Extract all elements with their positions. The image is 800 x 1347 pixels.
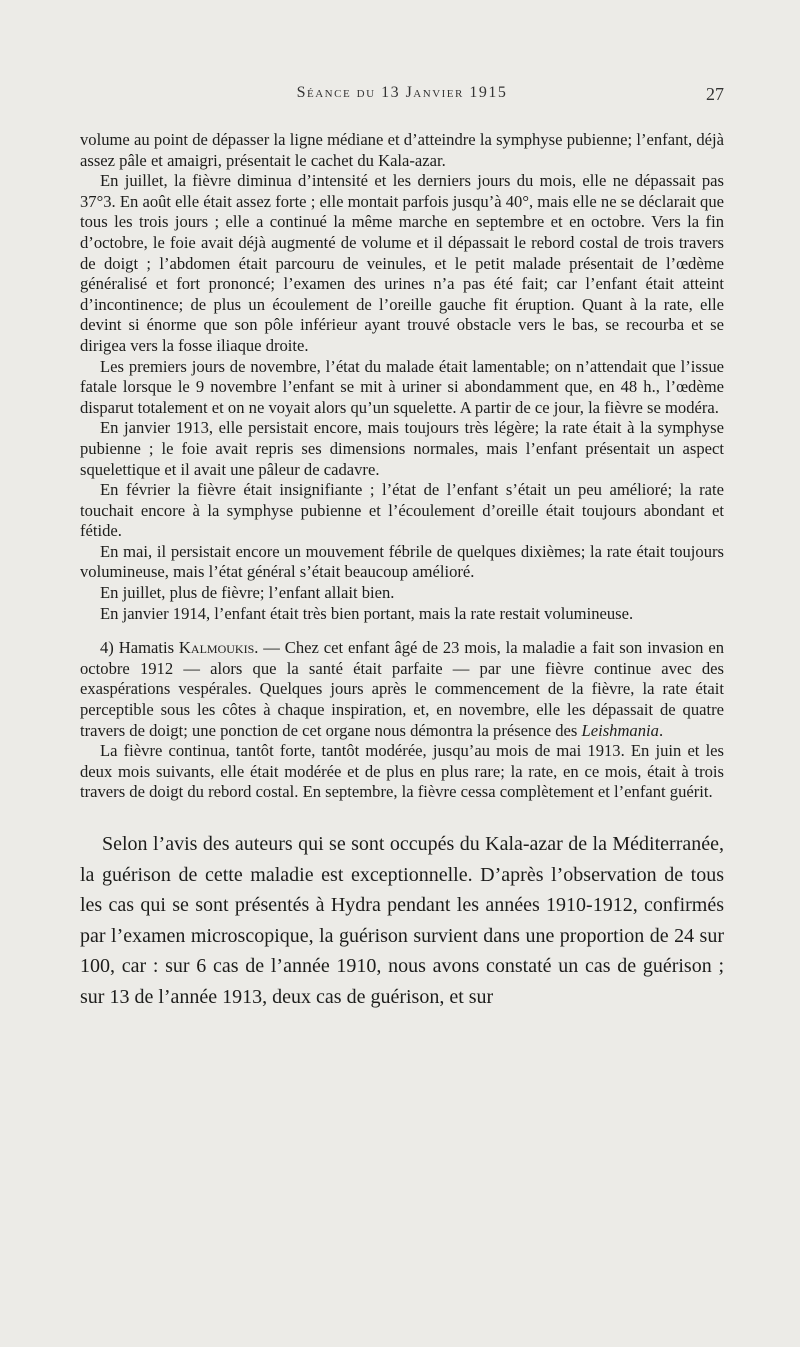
paragraph-7: En juillet, plus de fièvre; l’enfant allait bien. <box>100 583 395 603</box>
running-title: Séance du 13 Janvier 1915 <box>296 84 508 101</box>
leishmania-term: Leishmania <box>581 720 659 740</box>
paragraph-5: En février la fièvre était insignifiante ; l’état de l’enfant s’était un peu amélioré; la rate touchait encore à la symphyse pubienne et l’écoulement d’oreille était toujours abondant et fétide. <box>80 480 724 541</box>
paragraph-6: En mai, il persistait encore un mouvement fébrile de quelques dixièmes; la rate était toujours volumineuse, mais l’état général s’était beaucoup amélioré. <box>80 541 724 582</box>
paragraph-4: En janvier 1913, elle persistait encore, mais toujours très légère; la rate était à la symphyse pubienne ; le foie avait repris ses dimensions normales, mais l’enfant présentait un aspect squelettique et il avait une pâleur de cadavre. <box>80 418 724 479</box>
case-4-end: . <box>658 720 664 740</box>
paragraph-8: En janvier 1914, l’enfant était très bien portant, mais la rate restait volumineuse. <box>100 603 634 623</box>
paragraph-1: volume au point de dépasser la ligne médiane et d’atteindre la symphyse pubienne; l’enfant, déjà assez pâle et amaigri, présentait le cachet du Kala-azar. <box>80 130 724 170</box>
case-4-paragraph <box>80 638 724 741</box>
case-4-text: . — Chez cet enfant âgé de 23 mois, la maladie a fait son invasion en octobre 1912 — alors que la santé était parfaite — par une fièvre continue avec des exaspérations vespérales. Quelques jours après le commencement de la fièvre, la rate était perceptible sous les côtes à chaque inspiration, et, en novembre, elle les dépassait de quatre travers de doigt; une ponction de cet organe nous démontra la présence des <box>80 638 724 740</box>
paragraph-3: Les premiers jours de novembre, l’état du malade était lamentable; on n’attendait que l’issue fatale lorsque le 9 novembre l’enfant se mit à uriner si abondamment que, en 48 h., l’œdème disparut totalement et on ne voyait alors qu’un squelette. A partir de ce jour, la fièvre se modéra. <box>80 356 724 417</box>
case-4-prefix: 4) Hamatis <box>100 638 179 658</box>
section-gap <box>80 624 724 638</box>
conclusion-paragraph: Selon l’avis des auteurs qui se sont occupés du Kala-azar de la Méditerranée, la guérison de cette maladie est exceptionnelle. D’après l’observation de tous les cas qui se sont présentés à Hydra pendant les années 1910-1912, confirmés par l’examen microscopique, la guérison survient dans une proportion de 24 sur 100, car : sur 6 cas de l’année 1910, nous avons constaté un cas de guérison ; sur 13 de l’année 1913, deux cas de guérison, et sur <box>80 833 724 1008</box>
patient-surname: Kalmoukis <box>178 638 255 658</box>
body-text <box>80 130 724 1012</box>
paragraph-10: La fièvre continua, tantôt forte, tantôt modérée, jusqu’au mois de mai 1913. En juin et les deux mois suivants, elle était modérée et de plus en plus rare; la rate, en ce mois, était à trois travers de doigt du rebord costal. En septembre, la fièvre cessa complètement et l’enfant guérit. <box>80 741 724 802</box>
running-header <box>80 84 724 112</box>
page-number: 27 <box>706 84 724 104</box>
paragraph-2: En juillet, la fièvre diminua d’intensité et les derniers jours du mois, elle ne dépassait pas 37°3. En août elle était assez forte ; elle montait parfois jusqu’à 40°, mais elle ne se déclarait que tous les trois jours ; elle a continué la même marche en septembre et en octobre. Vers la fin d’octobre, le foie avait déjà augmenté de volume et il dépassait le rebord costal de trois travers de doigt ; l’abdomen était parcouru de veinules, et le petit malade présentait de l’œdème généralisé et fort prononcé; l’examen des urines n’a pas été fait; car l’enfant était atteint d’incontinence; de plus un écoulement de l’oreille gauche fit éruption. Quant à la rate, elle devint si énorme que son pôle inférieur ayant trouvé obstacle vers le bas, se recourba et se dirigea vers la fosse iliaque droite. <box>80 171 724 355</box>
